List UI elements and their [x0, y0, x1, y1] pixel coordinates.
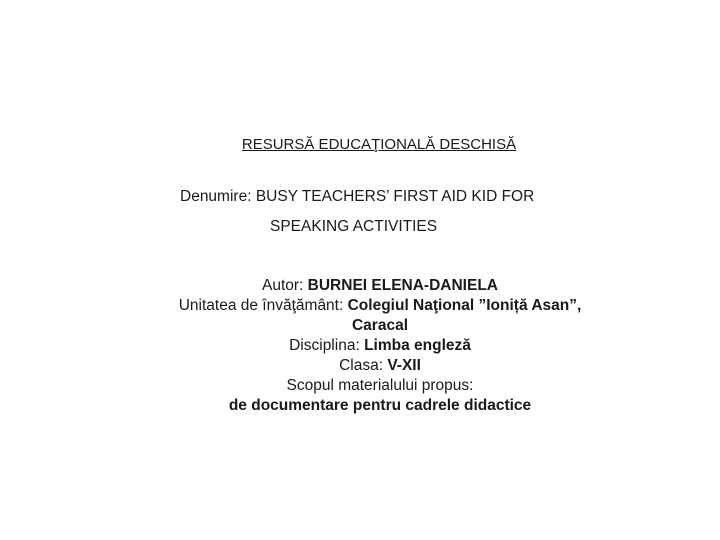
unitatea-label: Unitatea de învăţământ:: [178, 297, 344, 314]
autor-line: [0, 276, 720, 296]
unitatea-line: [0, 296, 720, 316]
denumire-value-line-2: SPEAKING ACTIVITIES: [270, 218, 438, 235]
scopul-label: Scopul materialului propus:: [286, 377, 474, 394]
info-block: [0, 276, 720, 416]
denumire-label: Denumire:: [180, 188, 252, 205]
clasa-value: V-XII: [387, 357, 421, 374]
disciplina-label: Disciplina:: [289, 337, 360, 354]
clasa-label: Clasa:: [339, 357, 388, 374]
autor-value: BURNEI ELENA-DANIELA: [307, 277, 498, 294]
unitatea-value-line-2: Caracal: [351, 317, 408, 334]
unitatea-value: Colegiul Naţional ”Ioniță Asan”,: [347, 297, 582, 314]
document-title: RESURSĂ EDUCAŢIONALĂ DESCHISĂ: [241, 136, 517, 153]
clasa-line: [0, 356, 720, 376]
denumire-line-1: [180, 188, 534, 206]
scopul-value: de documentare pentru cadrele didactice: [228, 397, 532, 414]
disciplina-value: Limba engleză: [364, 337, 471, 354]
autor-label: Autor:: [262, 277, 304, 294]
disciplina-line: [0, 336, 720, 356]
denumire-value: BUSY TEACHERS’ FIRST AID KID FOR: [255, 188, 535, 205]
